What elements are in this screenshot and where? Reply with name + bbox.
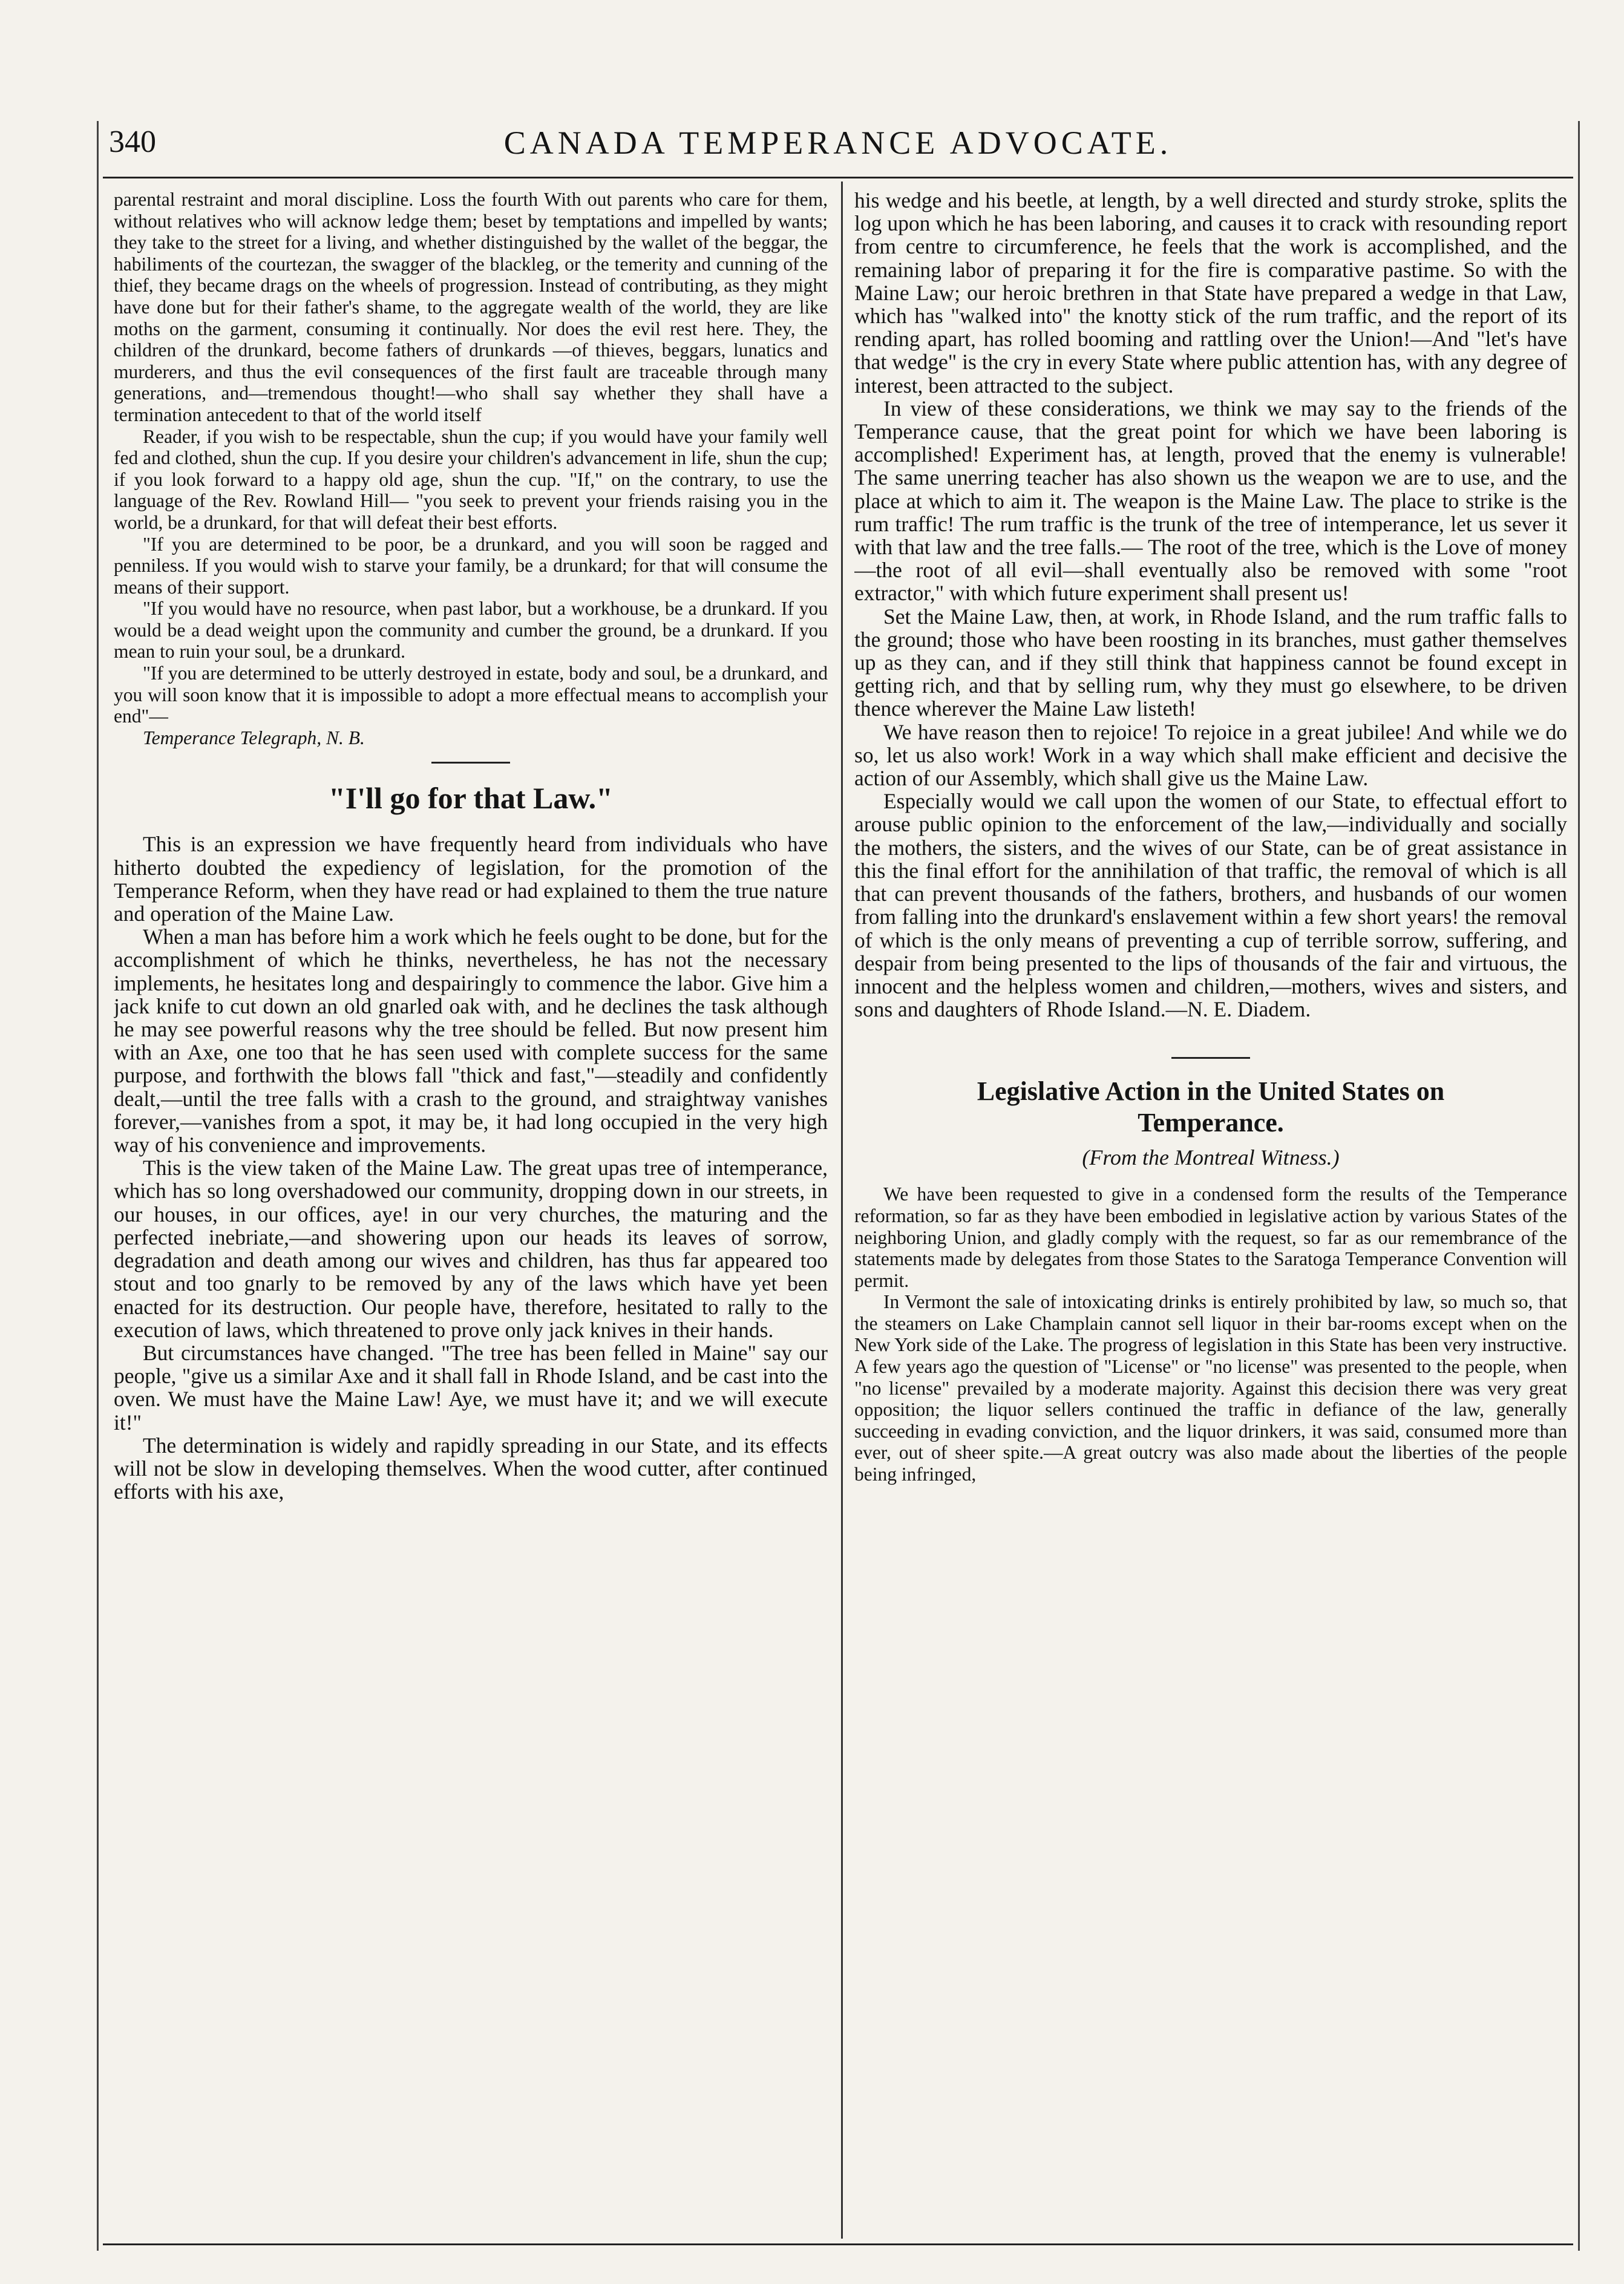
paragraph: Reader, if you wish to be respectable, shun the cup; if you would have your family well fed and clothed, shun the cup. If you desire your children's advancement in life, shun the cup; if you look forward to a happy old age, shun the cup. "If," on the contrary, to use the language of the Rev. Rowland Hill— "you seek to prevent your friends raising you in the world, be a drunkard, for that will defeat their best efforts. bbox=[114, 425, 828, 533]
paragraph: Especially would we call upon the women of our State, to effectual effort to arouse public opinion to the enforcement of the law,—individually and socially the mothers, the sisters, and the wives of our State, can be of great assistance in this the final effort for the annihilation of that traffic, the removal of which is all that can prevent thousands of the fathers, brothers, and husbands of our women from falling into the drunkard's enslavement within a few short years! the removal of which is the only means of preventing a cup of terrible sorrow, suffering, and despair from being presented to the lips of thousands of the fair and virtuous, the innocent and the helpless women and children,—mothers, wives and sisters, and sons and daughters of Rhode Island.—N. E. Diadem. bbox=[854, 789, 1567, 1022]
paragraph: This is an expression we have frequently heard from individuals who have hitherto doubted the expediency of legislation, for the promotion of the Temperance Reform, when they have read or had explained to them the true nature and operation of the Maine Law. bbox=[114, 832, 828, 926]
continued-article bbox=[114, 189, 828, 748]
page-edge-right bbox=[1578, 121, 1580, 2251]
paragraph: We have reason then to rejoice! To rejoice in a great jubilee! And while we do so, let us also work! Work in a way which shall make efficient and decisive the action of our Assembly, which shall give us the Maine Law. bbox=[854, 719, 1567, 791]
section-divider bbox=[1171, 1057, 1250, 1059]
paragraph: When a man has before him a work which he feels ought to be done, but for the accomplishment of which he thinks, nevertheless, he has not the necessary implements, he hesitates long and despairingly to commence the labor. Give him a jack knife to cut down an old gnarled oak with, and he declines the task although he may see powerful reasons why the tree should be felled. But now present him with an Axe, one too that he has seen used with complete success for the same purpose, and forthwith the blows fall "thick and fast,"—steadily and confidently dealt,—until the tree falls with a crash to the ground, and straightway vanishes forever,—vanishes from a spot, it may be, it had long occupied in the very high way of his convenience and improvements. bbox=[114, 924, 828, 1157]
article-title: "I'll go for that Law." bbox=[329, 781, 613, 816]
paragraph: "If you would have no resource, when past labor, but a workhouse, be a drunkard. If you would be a dead weight upon the community and cumber the ground, be a drunkard. If you mean to ruin your soul, be a drunkard. bbox=[114, 598, 828, 663]
paragraph: The determination is widely and rapidly spreading in our State, and its effects will not be slow in developing themselves. When the wood cutter, after continued efforts with his axe, bbox=[114, 1433, 828, 1504]
article-body bbox=[854, 1183, 1567, 1485]
running-header bbox=[103, 124, 1573, 166]
footer-rule bbox=[103, 2243, 1573, 2245]
paragraph: In Vermont the sale of intoxicating drinks is entirely prohibited by law, so much so, that the steamers on Lake Champlain cannot sell liquor in their bar-rooms except when on the New York side of the Lake. The progress of legislation in this State has been very instructive. A few years ago the question of "License" or "no license" was presented to the people, when "no license" prevailed by a moderate majority. Against this decision there was very great opposition; the liquor sellers continued the traffic in defiance of the law, generally succeeding in evading conviction, and the liquor drinkers, it was said, consumed more than ever, out of sheer spite.—A great outcry was also made about the liberties of the people being infringed, bbox=[854, 1291, 1567, 1485]
article-title-line: Legislative Action in the United States on bbox=[977, 1076, 1445, 1107]
article-signature: Temperance Telegraph, N. B. bbox=[143, 727, 365, 748]
right-column bbox=[854, 189, 1567, 2237]
left-column bbox=[114, 189, 828, 2237]
paragraph: Set the Maine Law, then, at work, in Rhode Island, and the rum traffic falls to the ground; those who have been roosting in its branches, must gather themselves up as they can, and if they still think that happiness cannot be found except in getting rich, and that by selling rum, why they must go elsewhere, to be driven thence wherever the Maine Law listeth! bbox=[854, 604, 1567, 721]
section-divider bbox=[431, 762, 510, 764]
article-title-line: Temperance. bbox=[1138, 1108, 1284, 1138]
article-title bbox=[854, 1076, 1567, 1139]
continued-article bbox=[854, 189, 1567, 1021]
paragraph: "If you are determined to be utterly destroyed in estate, body and soul, be a drunkard, and you will soon know that it is impossible to adopt a more effectual means to accomplish your end"— bbox=[114, 663, 828, 727]
paragraph: "If you are determined to be poor, be a drunkard, and you will soon be ragged and penniless. If you would wish to starve your family, be a drunkard; for that will consume the means of their support. bbox=[114, 533, 828, 598]
page-edge-left bbox=[97, 121, 99, 2251]
paragraph: But circumstances have changed. "The tree has been felled in Maine" say our people, "give us a similar Axe and it shall fall in Rhode Island, and be cast into the oven. We must have the Maine Law! Aye, we must have it; and we will execute it!" bbox=[114, 1340, 828, 1435]
header-rule bbox=[103, 177, 1573, 178]
paragraph: In view of these considerations, we think we may say to the friends of the Temperance cause, that the great point for which we have been laboring is accomplished! Experiment has, at length, proved that the enemy is vulnerable! The same unerring teacher has also shown us the weapon we are to use, and the place at which to aim it. The weapon is the Maine Law. The place to strike is the rum traffic! The rum traffic is the trunk of the tree of intemperance, let us sever it with that law and the tree falls.— The root of the tree, which is the Love of money—the root of all evil—shall eventually also be removed with some "root extractor," with which future experiment shall present us! bbox=[854, 396, 1567, 606]
running-title: CANADA TEMPERANCE ADVOCATE. bbox=[503, 125, 1173, 161]
article-body bbox=[114, 833, 828, 1503]
article-source: (From the Montreal Witness.) bbox=[1082, 1145, 1340, 1170]
page-number: 340 bbox=[109, 125, 156, 159]
paragraph: parental restraint and moral discipline. Loss the fourth With out parents who care for them, without relatives who will acknow ledge them; beset by temptations and impelled by wants; they take to the street for a living, and whether distinguished by the wallet of the beggar, the habiliments of the courtezan, the swagger of the blackleg, or the temerity and cunning of the thief, they became drags on the wheels of progression. Instead of contributing, as they might have done but for their father's shame, to the aggregate wealth of the world, they are like moths on the garment, consuming it continually. Nor does the evil rest here. They, the children of the drunkard, become fathers of drunkards —of thieves, beggars, lunatics and murderers, and thus the evil consequences of the first fault are traceable through many generations, and—tremendous thought!—who shall say whether they shall have a termination antecedent to that of the world itself bbox=[114, 189, 828, 425]
paragraph: his wedge and his beetle, at length, by a well directed and sturdy stroke, splits the log upon which he has been laboring, and causes it to crack with resounding report from centre to circumference, he feels that the work is accomplished, and the remaining labor of preparing it for the fire is comparative pastime. So with the Maine Law; our heroic brethren in that State have prepared a wedge in that Law, which has "walked into" the knotty stick of the rum traffic, and the report of its rending apart, has rolled booming and rattling over the Union!—And "let's have that wedge" is the cry in every State where public attention has, with any degree of interest, been attracted to the subject. bbox=[854, 189, 1567, 398]
paragraph: We have been requested to give in a condensed form the results of the Temperance reformation, so far as they have been embodied in legislative action by various States of the neighboring Union, and gladly comply with the request, so far as our remembrance of the statements made by delegates from those States to the Saratoga Temperance Convention will permit. bbox=[854, 1183, 1567, 1291]
paragraph: This is the view taken of the Maine Law. The great upas tree of intemperance, which has so long overshadowed our community, dropping down in our streets, in our houses, in our offices, aye! in our very churches, the maturing and the perfected inebriate,—and showering upon our heads its leaves of sorrow, degradation and death among our wives and children, has thus far appeared too stout and too gnarly to be removed by any of the laws which have yet been enacted for its destruction. Our people have, therefore, hesitated to rally to the execution of laws, which threatened to prove only jack knives in their hands. bbox=[114, 1156, 828, 1342]
column-divider bbox=[841, 182, 843, 2239]
